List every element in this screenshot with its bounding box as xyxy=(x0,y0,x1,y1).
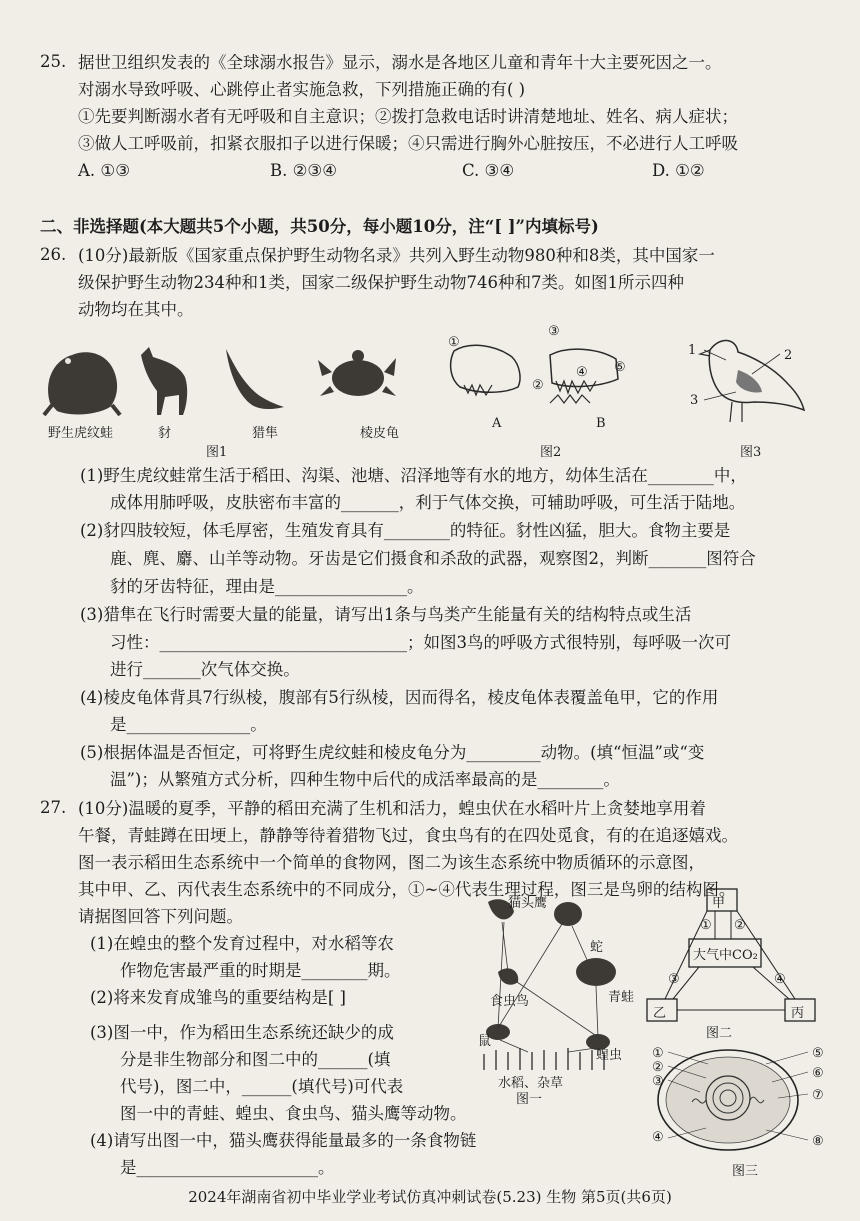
fig2-label-b: B xyxy=(596,416,606,431)
fig-one-caption: 图一 xyxy=(516,1092,543,1107)
fig2-label-1: ① xyxy=(448,335,460,350)
fig-two-label-jia: 甲 xyxy=(712,896,726,911)
q26-sub-3b: 习性：______________________________；如图3鸟的呼吸方式很特别，每呼吸一次可 xyxy=(110,633,731,652)
q26-sub-2a: (2)豺四肢较短，体毛厚密，生殖发育具有________的特征。豺性凶猛，胆大。食物主要是 xyxy=(80,521,731,540)
fig-three-label-5: ⑤ xyxy=(812,1046,824,1061)
q26-sub-3c: 进行_______次气体交换。 xyxy=(110,660,300,679)
q27-sub-3c: 代号)，图二中，______(填代号)可代表 xyxy=(120,1077,404,1096)
q25-option-d: D. ①② xyxy=(652,161,705,180)
q27-line-5: 请据图回答下列问题。 xyxy=(78,907,243,926)
fig-three-label-1: ① xyxy=(652,1046,664,1061)
q27-sub-3b: 分是非生物部分和图二中的______(填 xyxy=(120,1050,391,1069)
fig-two-label-1: ① xyxy=(700,918,712,933)
fig1-label-dhole: 豺 xyxy=(158,426,172,441)
fig1-label-frog: 野生虎纹蛙 xyxy=(48,426,114,441)
q25-option-a: A. ①③ xyxy=(78,161,130,180)
dhole-image xyxy=(135,343,195,418)
fig-one-label-locust: 蝗虫 xyxy=(596,1048,623,1063)
fig2-caption: 图2 xyxy=(540,445,562,460)
q25-line-4: ③做人工呼吸前，扣紧衣服扣子以进行保暖；④只需进行胸外心脏按压，不必进行人工呼吸 xyxy=(78,134,738,153)
q26-line-1: (10分)最新版《国家重点保护野生动物名录》共列入野生动物980种和8类，其中国家一 xyxy=(78,246,715,265)
q27-sub-3d: 图一中的青蛙、蝗虫、食虫鸟、猫头鹰等动物。 xyxy=(120,1104,467,1123)
q26-sub-1b: 成体用肺呼吸，皮肤密布丰富的_______，利于气体交换，可辅助呼吸，可生活于陆地。 xyxy=(110,493,746,512)
fig-two-caption: 图二 xyxy=(706,1026,733,1041)
q26-line-2: 级保护野生动物234种和1类，国家二级保护野生动物746种和7类。如图1所示四种 xyxy=(78,273,684,292)
q25-line-1: 据世卫组织发表的《全球溺水报告》显示，溺水是各地区儿童和青年十大主要死因之一。 xyxy=(78,53,722,72)
fig3-label-2: 2 xyxy=(784,348,793,363)
q27-line-1: (10分)温暖的夏季，平静的稻田充满了生机和活力，蝗虫伏在水稻叶片上贪婪地享用着 xyxy=(78,799,706,818)
fig2-label-2: ② xyxy=(532,378,544,393)
q26-sub-4b: 是_______________。 xyxy=(110,715,267,734)
fig-three-label-4: ④ xyxy=(652,1130,664,1145)
fig3-label-1: 1 xyxy=(688,343,697,358)
fig-one-label-owl: 猫头鹰 xyxy=(508,896,548,911)
fig3-label-3: 3 xyxy=(690,393,699,408)
fig-three-caption: 图三 xyxy=(732,1164,759,1179)
fig-three-label-8: ⑧ xyxy=(812,1134,824,1149)
fig-two-label-bing: 丙 xyxy=(791,1006,805,1021)
fig-two-label-4: ④ xyxy=(774,972,786,987)
q26-line-3: 动物均在其中。 xyxy=(78,300,194,319)
q27-sub-1b: 作物危害最严重的时期是________期。 xyxy=(120,961,401,980)
fig-two-label-3: ③ xyxy=(668,972,680,987)
q26-sub-3a: (3)猎隼在飞行时需要大量的能量，请写出1条与鸟类产生能量有关的结构特点或生活 xyxy=(80,605,692,624)
q27-line-2: 午餐，青蛙蹲在田埂上，静静等待着猎物飞过，食虫鸟有的在四处觅食，有的在追逐嬉戏。 xyxy=(78,826,738,845)
q27-line-4: 其中甲、乙、丙代表生态系统中的不同成分，①~④代表生理过程，图三是鸟卵的结构图。 xyxy=(78,880,736,899)
q25-line-2: 对溺水导致呼吸、心跳停止者实施急救，下列措施正确的有( ) xyxy=(78,80,526,99)
fig-one-label-bird: 食虫鸟 xyxy=(490,994,530,1009)
fig1-label-turtle: 棱皮龟 xyxy=(360,426,400,441)
fig3-bird-diagram xyxy=(680,330,810,430)
q27-sub-3a: (3)图一中，作为稻田生态系统还缺少的成 xyxy=(90,1023,394,1042)
fig-three-egg-diagram xyxy=(648,1044,828,1160)
q25-option-c: C. ③④ xyxy=(462,161,515,180)
fig-one-label-mouse: 鼠 xyxy=(478,1034,492,1049)
q25-option-b: B. ②③④ xyxy=(270,161,337,180)
fig2-label-4: ④ xyxy=(576,365,588,380)
frog-image xyxy=(42,343,122,418)
q27-sub-2: (2)将来发育成雏鸟的重要结构是[ ] xyxy=(90,988,346,1007)
q26-sub-4a: (4)棱皮龟体背具7行纵棱，腹部有5行纵棱，因而得名，棱皮龟体表覆盖龟甲，它的作用 xyxy=(80,688,719,707)
q26-sub-1a: (1)野生虎纹蛙常生活于稻田、沟渠、池塘、沼泽地等有水的地方，幼体生活在________中， xyxy=(80,466,747,485)
fig-one-label-plants: 水稻、杂草 xyxy=(498,1076,564,1091)
falcon-image xyxy=(222,345,287,415)
fig-three-label-7: ⑦ xyxy=(812,1088,824,1103)
turtle-image xyxy=(318,348,398,408)
fig-one-label-frog: 青蛙 xyxy=(608,990,635,1005)
q27-sub-4a: (4)请写出图一中，猫头鹰获得能量最多的一条食物链 xyxy=(90,1131,477,1150)
page-footer: 2024年湖南省初中毕业学业考试仿真冲刺试卷(5.23) 生物 第5页(共6页) xyxy=(188,1188,672,1206)
fig1-label-falcon: 猎隼 xyxy=(252,426,279,441)
q25-line-3: ①先要判断溺水者有无呼吸和自主意识；②拨打急救电话时讲清楚地址、姓名、病人症状； xyxy=(78,107,738,126)
fig-three-label-6: ⑥ xyxy=(812,1066,824,1081)
fig2-teeth-diagram xyxy=(440,335,630,415)
q27-sub-4b: 是______________________。 xyxy=(120,1158,335,1177)
fig3-caption: 图3 xyxy=(740,445,762,460)
fig-two-label-2: ② xyxy=(734,918,746,933)
fig-three-label-2: ② xyxy=(652,1060,664,1075)
q26-sub-5b: 温”)；从繁殖方式分析，四种生物中后代的成活率最高的是________。 xyxy=(110,770,620,789)
q26-number: 26. xyxy=(40,245,67,264)
q26-sub-2c: 豺的牙齿特征，理由是________________。 xyxy=(110,577,424,596)
fig-two-label-yi: 乙 xyxy=(653,1006,667,1021)
fig-two-label-co2: 大气中CO₂ xyxy=(693,948,758,963)
fig-three-label-3: ③ xyxy=(652,1074,664,1089)
q27-sub-1a: (1)在蝗虫的整个发育过程中，对水稻等农 xyxy=(90,934,394,953)
q26-sub-5a: (5)根据体温是否恒定，可将野生虎纹蛙和棱皮龟分为_________动物。(填“恒温”或“变 xyxy=(80,743,705,762)
fig2-label-a: A xyxy=(492,416,502,431)
q25-number: 25. xyxy=(40,52,67,71)
q26-sub-2b: 鹿、麂、麝、山羊等动物。牙齿是它们摄食和杀敌的武器，观察图2，判断_______图符合 xyxy=(110,549,756,568)
section-2-heading: 二、非选择题(本大题共5个小题，共50分，每小题10分，注“[ ]”内填标号) xyxy=(40,217,599,236)
q27-line-3: 图一表示稻田生态系统中一个简单的食物网，图二为该生态系统中物质循环的示意图， xyxy=(78,853,705,872)
fig1-caption: 图1 xyxy=(206,445,228,460)
fig-one-label-snake: 蛇 xyxy=(590,940,604,955)
fig2-label-3: ③ xyxy=(548,324,560,339)
fig2-label-5: ⑤ xyxy=(614,360,626,375)
q27-number: 27. xyxy=(40,798,67,817)
